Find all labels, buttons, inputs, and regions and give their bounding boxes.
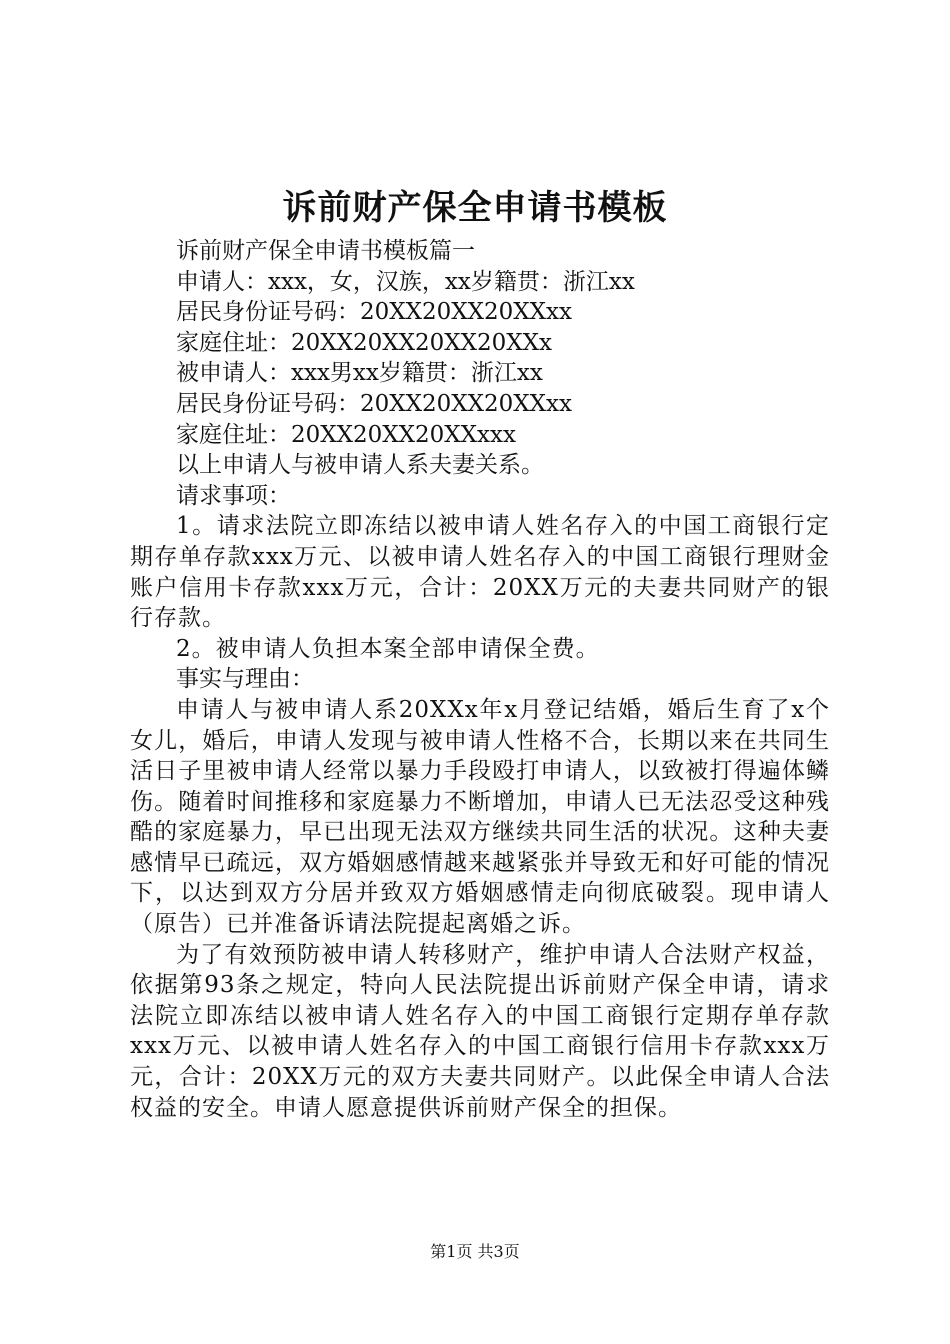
applicant-line: 申请人：xxx，女，汉族，xx岁籍贯：浙江xx	[176, 268, 635, 295]
application-paragraph: 为了有效预防被申请人转移财产，维护申请人合法财产权益，依据第93条之规定，特向人民法院提出诉前财产保全申请，请求法院立即冻结以被申请人姓名存入的中国工商银行定期存单存款xxx万元、以被申请人姓名存入的中国工商银行信用卡存款xxx万元，合计：20XX万元的双方夫妻共同财产。以此保全申请人合法权益的安全。申请人愿意提供诉前财产保全的担保。	[130, 941, 830, 1121]
facts-heading: 事实与理由：	[176, 666, 314, 693]
page-footer: 第1页 共3页	[430, 1242, 520, 1261]
respondent-line: 被申请人：xxx男xx岁籍贯：浙江xx	[176, 360, 543, 387]
document-body	[130, 236, 830, 1123]
request-item-1: 1。请求法院立即冻结以被申请人姓名存入的中国工商银行定期存单存款xxx万元、以被申请人姓名存入的中国工商银行理财金账户信用卡存款xxx万元，合计：20XX万元的夫妻共同财产的银行存款。	[130, 513, 830, 632]
respondent-id-line: 居民身份证号码：20XX20XX20XXxx	[176, 390, 572, 417]
respondent-address-line: 家庭住址：20XX20XX20XXxxx	[176, 421, 516, 448]
requests-heading: 请求事项：	[176, 482, 291, 509]
applicant-address-line: 家庭住址：20XX20XX20XX20XXx	[176, 329, 553, 356]
request-item-2: 2。被申请人负担本案全部申请保全费。	[176, 635, 600, 662]
subtitle-line: 诉前财产保全申请书模板篇一	[176, 238, 475, 264]
relationship-line: 以上申请人与被申请人系夫妻关系。	[176, 452, 544, 479]
applicant-id-line: 居民身份证号码：20XX20XX20XXxx	[176, 299, 572, 326]
facts-paragraph: 申请人与被申请人系20XXx年x月登记结婚，婚后生育了x个女儿，婚后，申请人发现与被申请人性格不合，长期以来在共同生活日子里被申请人经常以暴力手段殴打申请人，以致被打得遍体鳞伤。随着时间推移和家庭暴力不断增加，申请人已无法忍受这种残酷的家庭暴力，早已出现无法双方继续共同生活的状况。这种夫妻感情早已疏远，双方婚姻感情越来越紧张并导致无和好可能的情况下，以达到双方分居并致双方婚姻感情走向彻底破裂。现申请人（原告）已并准备诉请法院提起离婚之诉。	[130, 696, 830, 938]
document-title: 诉前财产保全申请书模板	[282, 188, 668, 228]
